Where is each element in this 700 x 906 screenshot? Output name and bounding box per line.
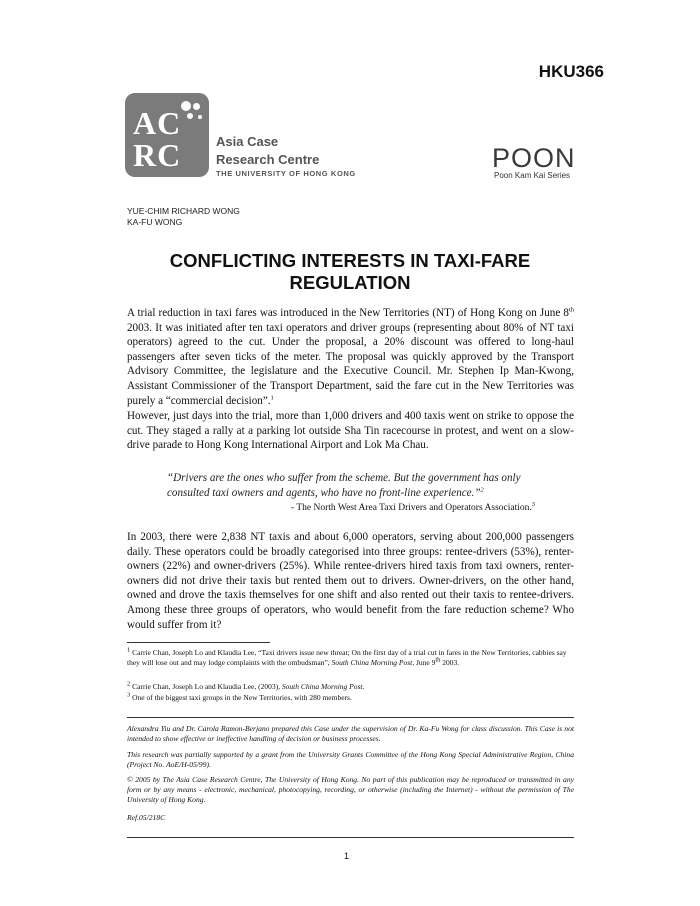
logo-dot (198, 115, 202, 119)
footnote-number: 2 (127, 680, 131, 688)
quote (167, 471, 547, 500)
acrc-logo (125, 93, 209, 177)
org-name-line1: Asia Case (216, 134, 279, 149)
logo-dot (187, 113, 193, 119)
preparation-note: Alexandra Yiu and Dr. Carola Ramon-Berjano prepared this Case under the supervision of Dr. Ka-Fu Wong for class discussion. This Case is not intended to show effective or ineffective handling of decision or business processes. (127, 724, 574, 743)
logo-dot (193, 103, 200, 110)
paragraph-1-text-b: 2003. It was initiated after ten taxi operators and driver groups (representing about 80% of NT taxi operators) agreed to the cut. Under the proposal, a 20% discount was offered to long-haul passengers after seven ticks of the meter. The proposal was quickly approved by the Transport Advisory Committee, the legislature and the Executive Council. Mr. Stephen Ip Man-Kwong, Assistant Commissioner of the Transport Department, said the fare cut in the New Territories was purely a “commercial decision”. (127, 321, 574, 407)
paragraph-1 (127, 306, 574, 408)
footnote-1 (127, 648, 574, 668)
superscript: th (568, 306, 574, 314)
notes-divider (127, 717, 574, 718)
footnote-1-year: 2003. (440, 658, 460, 667)
reference-code: Ref.05/218C (127, 813, 166, 822)
page-number: 1 (344, 851, 350, 861)
org-university: THE UNIVERSITY OF HONG KONG (216, 169, 356, 178)
research-note: This research was partially supported by a grant from the University Grants Committee of the Hong Kong Special Administrative Region, China (Project No. AoE/H-05/99). (127, 750, 574, 769)
footnote-ref-1[interactable]: 1 (270, 393, 274, 401)
document-title: CONFLICTING INTERESTS IN TAXI-FARE REGULATION (169, 250, 531, 293)
logo-letters-top: AC (133, 105, 182, 141)
paragraph-1-text-a: A trial reduction in taxi fares was introduced in the New Territories (NT) of Hong Kong on June 8 (127, 307, 569, 319)
superscript: th (435, 656, 441, 664)
quote-text: “Drivers are the ones who suffer from the scheme. But the government has only consulted taxi owners and agents, who have no front-line experience.” (167, 472, 521, 499)
logo-dot (181, 101, 191, 111)
poon-logo: POON (492, 143, 576, 173)
quote-attribution (230, 500, 535, 513)
authors (127, 206, 240, 228)
footnote-ref-3[interactable]: 3 (531, 500, 535, 508)
footnote-ref-2[interactable]: 2 (480, 485, 484, 493)
footnote-1-text: Carrie Chan, Joseph Lo and Klaudia Lee, “Taxi drivers issue new threat; On the first day of a trial cut in fares in the New Territories, cabbies say they will lose out and may lodge complaints with the ombudsman”, (127, 648, 567, 667)
author-1: YUE-CHIM RICHARD WONG (127, 206, 240, 216)
copyright-note: © 2005 by The Asia Case Research Centre, The University of Hong Kong. No part of this publication may be reproduced or transmitted in any form or by any means - electronic, mechanical, photocopying, recording, or otherwise (including the Internet) - without the permission of The University of Hong Kong. (127, 775, 574, 804)
bottom-divider (127, 837, 574, 838)
footnote-2 (127, 682, 574, 692)
quote-attribution-text: - The North West Area Taxi Drivers and Operators Association. (290, 503, 532, 513)
footnote-1-source: South China Morning Post (331, 658, 413, 667)
author-2: KA-FU WONG (127, 217, 183, 227)
footnote-2-source: South China Morning Post. (281, 682, 365, 691)
footnote-1-date: , June 9 (412, 658, 436, 667)
footnote-divider (127, 642, 270, 643)
org-name (216, 133, 319, 169)
series-name: Poon Kam Kai Series (494, 171, 571, 180)
footnote-3 (127, 693, 574, 703)
footnote-3-text: One of the biggest taxi groups in the New Territories, with 280 members. (130, 693, 352, 702)
footnote-number: 3 (127, 691, 131, 699)
footnote-2-text: Carrie Chan, Joseph Lo and Klaudia Lee, (2003), (130, 682, 282, 691)
logo-letters-bottom: RC (133, 137, 182, 173)
paragraph-2: However, just days into the trial, more than 1,000 drivers and 400 taxis went on strike to oppose the cut. They staged a rally at a parking lot outside Sha Tin racecourse in protest, and went on a slow-drive parade to Hong Kong International Airport and Lok Ma Chau. (127, 410, 574, 452)
org-name-line2: Research Centre (216, 152, 320, 167)
case-code: HKU366 (538, 62, 604, 81)
paragraph-3: In 2003, there were 2,838 NT taxis and about 6,000 operators, serving about 200,000 passengers daily. These operators could be broadly categorised into three groups: rentee-drivers (53%), renter-owners (22%) and owner-drivers (25%). While rentee-drivers hired taxis from taxi owners, renter-owners did not drive their taxis but rented them out to drivers. Owner-drivers, on the other hand, owned and drove the taxis themselves for one shift and also rented out their taxis to rentee-drivers. Among these three groups of operators, who would benefit from the fare reduction scheme? Who would suffer from it? (127, 531, 574, 631)
footnote-number: 1 (127, 646, 131, 654)
